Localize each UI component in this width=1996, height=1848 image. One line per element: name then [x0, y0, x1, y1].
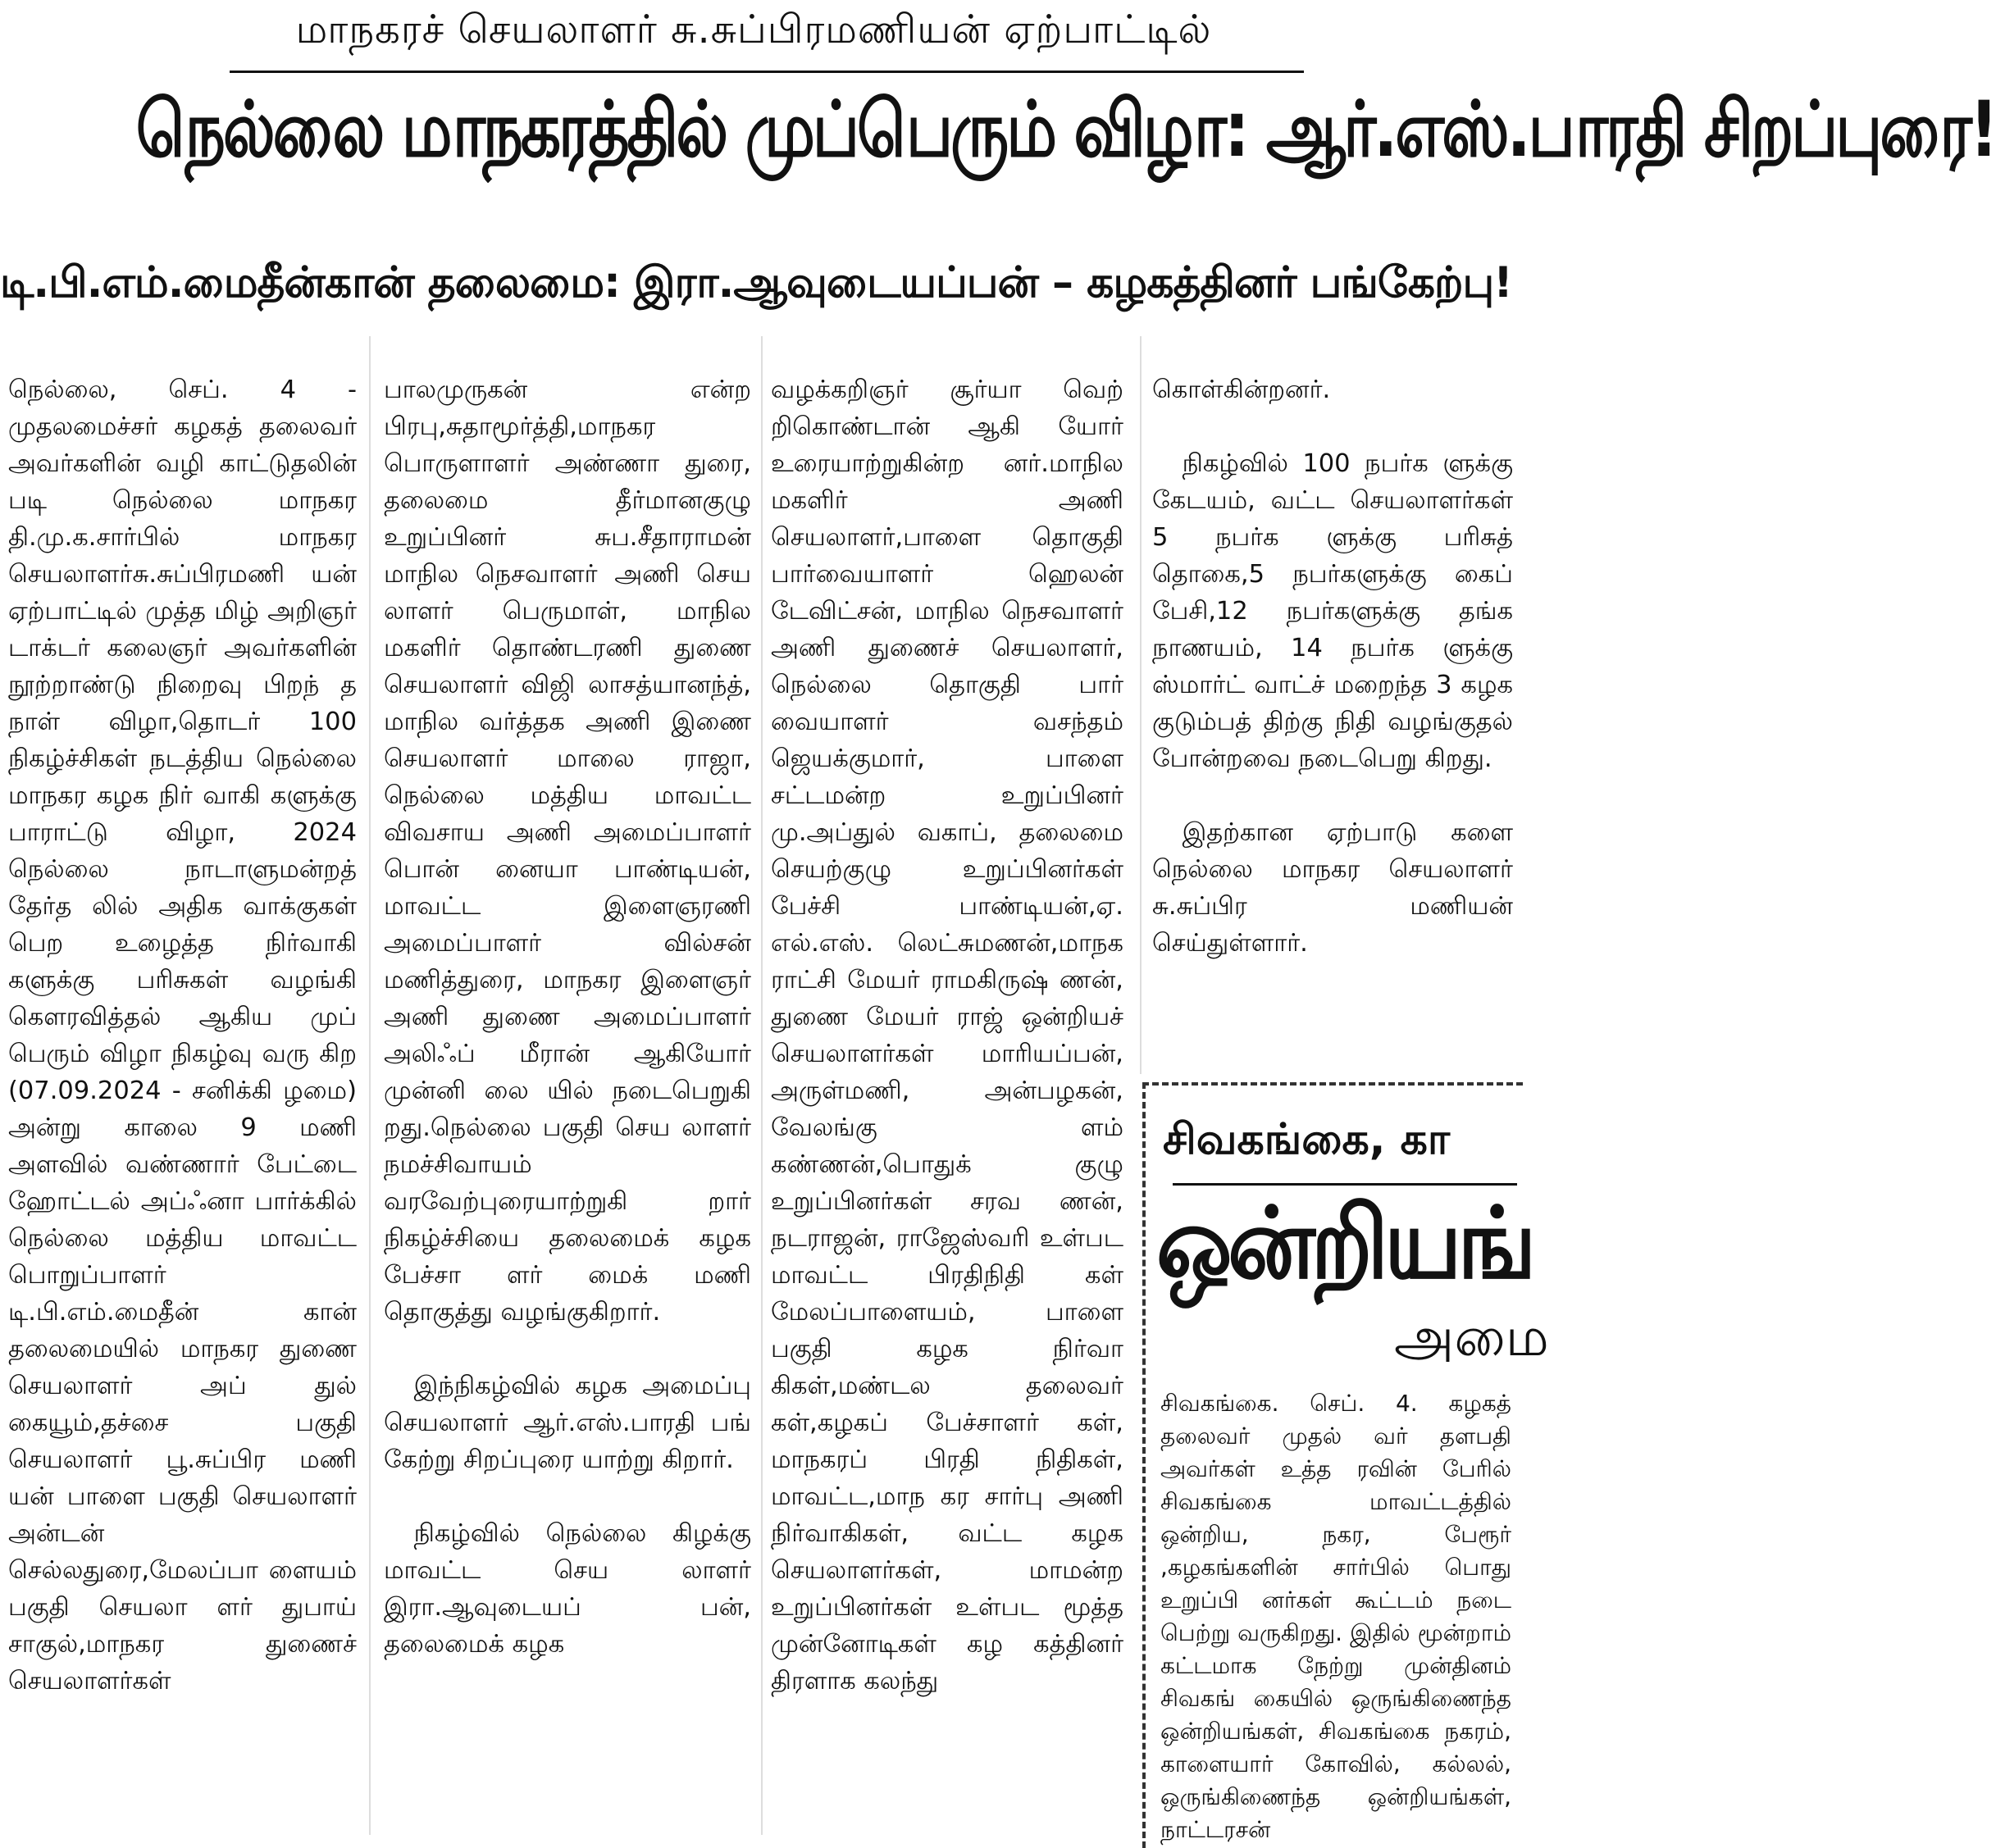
- article-column-3: [771, 335, 1123, 1736]
- sidebar-kicker-rule: [1173, 1183, 1517, 1186]
- article-col2-paragraph-1: பாலமுருகன் என்ற பிரபு,சுதாமூர்த்தி,மாநகர பொருளாளர் அண்ணா துரை, தலைமை தீர்மானகுழு உறுப்பினர் சுப.சீதாராமன் மாநில நெசவாளர் அணி செய லாளர் பெருமாள், மாநில மகளிர் தொண்டரணி துணை செயலாளர் விஜி லாசத்யானந்த், மாநில வர்த்தக அணி இணை செயலாளர் மாலை ராஜா, நெல்லை மத்திய மாவட்ட விவசாய அணி அமைப்பாளர் பொன் னையா பாண்டியன், மாவட்ட இளைஞரணி அமைப்பாளர் வில்சன் மணித்துரை, மாநகர இளைஞர் அணி துணை அமைப்பாளர் அலிஃப் மீரான் ஆகியோர் முன்னி லை யில் நடைபெறுகி றது.நெல்லை பகுதி செய லாளர் நமச்சிவாயம் வரவேற்புரையாற்றுகி றார் நிகழ்ச்சியை தலைமைக் கழக பேச்சா ளர் மைக் மணி தொகுத்து வழங்குகிறார்.: [384, 376, 751, 1327]
- article-col2-paragraph-3: நிகழ்வில் நெல்லை கிழக்கு மாவட்ட செய லாளர் இரா.ஆவுடையப் பன், தலைமைக் கழக: [384, 1519, 751, 1659]
- article-col2-paragraph-2: இந்நிகழ்வில் கழக அமைப்பு செயலாளர் ஆர்.எஸ்.பாரதி பங் கேற்று சிறப்புரை யாற்று கிறார்.: [384, 1372, 751, 1474]
- sidebar-subhead: அமை: [1394, 1305, 1549, 1368]
- article-column-4: [1152, 335, 1513, 999]
- kicker-rule: [230, 71, 1304, 73]
- headline: நெல்லை மாநகரத்தில் முப்பெரும் விழா: ஆர்.எஸ்.பாரதி சிறப்புரை!: [135, 85, 1996, 175]
- sidebar-kicker: சிவகங்கை, கா: [1163, 1115, 1451, 1164]
- column-rule-2: [761, 336, 763, 1835]
- kicker: மாநகரச் செயலாளர் சு.சுப்பிரமணியன் ஏற்பாட்டில்: [295, 7, 1212, 52]
- article-column-1: [8, 335, 357, 1736]
- article-column-2: [384, 335, 751, 1700]
- column-rule-3: [1140, 336, 1142, 1074]
- article-col4-paragraph-1: கொள்கின்றனர்.: [1152, 376, 1331, 404]
- article-col3-text: வழக்கறிஞர் சூர்யா வெற் றிகொண்டான் ஆகி யோர் உரையாற்றுகின்ற னர்.மாநில மகளிர் அணி செயலாளர்,பாளை தொகுதி பார்வையாளர் ஹெலன் டேவிட்சன், மாநில நெசவாளர் அணி துணைச் செயலாளர், நெல்லை தொகுதி பார் வையாளர் வசந்தம் ஜெயக்குமார், பாளை சட்டமன்ற உறுப்பினர் மு.அப்துல் வகாப், தலைமை செயற்குழு உறுப்பினர்கள் பேச்சி பாண்டியன்,ஏ. எல்.எஸ். லெட்சுமணன்,மாநக ராட்சி மேயர் ராமகிருஷ் ணன், துணை மேயர் ராஜ் ஒன்றியச் செயலாளர்கள் மாரியப்பன், அருள்மணி, அன்பழகன், வேலங்கு ளம் கண்ணன்,பொதுக் குழு உறுப்பினர்கள் சரவ ணன், நடராஜன், ராஜேஸ்வரி உள்பட மாவட்ட பிரதிநிதி கள் மேலப்பாளையம், பாளை பகுதி கழக நிர்வா கிகள்,மண்டல தலைவர் கள்,கழகப் பேச்சாளர் கள், மாநகரப் பிரதி நிதிகள், மாவட்ட,மாந கர சார்பு அணி நிர்வாகிகள், வட்ட கழக செயலாளர்கள், மாமன்ற உறுப்பினர்கள் உள்பட மூத்த முன்னோடிகள் கழ கத்தினர் திரளாக கலந்து: [771, 376, 1123, 1696]
- subhead: டி.பி.எம்.மைதீன்கான் தலைமை: இரா.ஆவுடையப்பன் – கழகத்தினர் பங்கேற்பு!: [0, 258, 1512, 307]
- sidebar-headline: ஒன்றியங்: [1156, 1187, 1533, 1301]
- article-col1-text: நெல்லை, செப். 4 - முதலமைச்சர் கழகத் தலைவர் அவர்களின் வழி காட்டுதலின் படி நெல்லை மாநகர தி.மு.க.சார்பில் மாநகர செயலாளர்சு.சுப்பிரமணி யன் ஏற்பாட்டில் முத்த மிழ் அறிஞர் டாக்டர் கலைஞர் அவர்களின் நூற்றாண்டு நிறைவு பிறந் த நாள் விழா,தொடர் 100 நிகழ்ச்சிகள் நடத்திய நெல்லை மாநகர கழக நிர் வாகி களுக்கு பாராட்டு விழா, 2024 நெல்லை நாடாளுமன்றத் தேர்த லில் அதிக வாக்குகள் பெற உழைத்த நிர்வாகி களுக்கு பரிசுகள் வழங்கி கௌரவித்தல் ஆகிய முப் பெரும் விழா நிகழ்வு வரு கிற (07.09.2024 - சனிக்கி ழமை) அன்று காலை 9 மணி அளவில் வண்ணார் பேட்டை ஹோட்டல் அப்ஃனா பார்க்கில் நெல்லை மத்திய மாவட்ட பொறுப்பாளர் டி.பி.எம்.மைதீன் கான் தலைமையில் மாநகர துணை செயலாளர் அப் துல் கையூம்,தச்சை பகுதி செயலாளர் பூ.சுப்பிர மணி யன் பாளை பகுதி செயலாளர் அன்டன் செல்லதுரை,மேலப்பா ளையம் பகுதி செயலா ளர் துபாய் சாகுல்,மாநகர துணைச் செயலாளர்கள்: [8, 376, 357, 1696]
- column-rule-1: [369, 336, 371, 1835]
- article-col4-paragraph-2: நிகழ்வில் 100 நபர்க ளுக்கு கேடயம், வட்ட செயலாளர்கள் 5 நபர்க ளுக்கு பரிசுத் தொகை,5 நபர்களுக்கு கைப் பேசி,12 நபர்களுக்கு தங்க நாணயம், 14 நபர்க ளுக்கு ஸ்மார்ட் வாட்ச் மறைந்த 3 கழக குடும்பத் திற்கு நிதி வழங்குதல் போன்றவை நடைபெறு கிறது.: [1152, 449, 1513, 773]
- article-col4-paragraph-3: இதற்கான ஏற்பாடு களை நெல்லை மாநகர செயலாளர் சு.சுப்பிர மணியன் செய்துள்ளார்.: [1152, 818, 1513, 958]
- sidebar-text: சிவகங்கை. செப். 4. கழகத் தலைவர் முதல் வர் தளபதி அவர்கள் உத்த ரவின் பேரில் சிவகங்கை மாவட்டத்தில் ஒன்றிய, நகர, பேரூர் ,கழகங்களின் சார்பில் பொது உறுப்பி னர்கள் கூட்டம் நடை பெற்று வருகிறது. இதில் மூன்றாம் கட்டமாக நேற்று முன்தினம் சிவகங் கையில் ஒருங்கிணைந்த ஒன்றியங்கள், சிவகங்கை நகரம், காளையார் கோவில், கல்லல், ஒருங்கிணைந்த ஒன்றியங்கள், நாட்டரசன்: [1160, 1390, 1511, 1843]
